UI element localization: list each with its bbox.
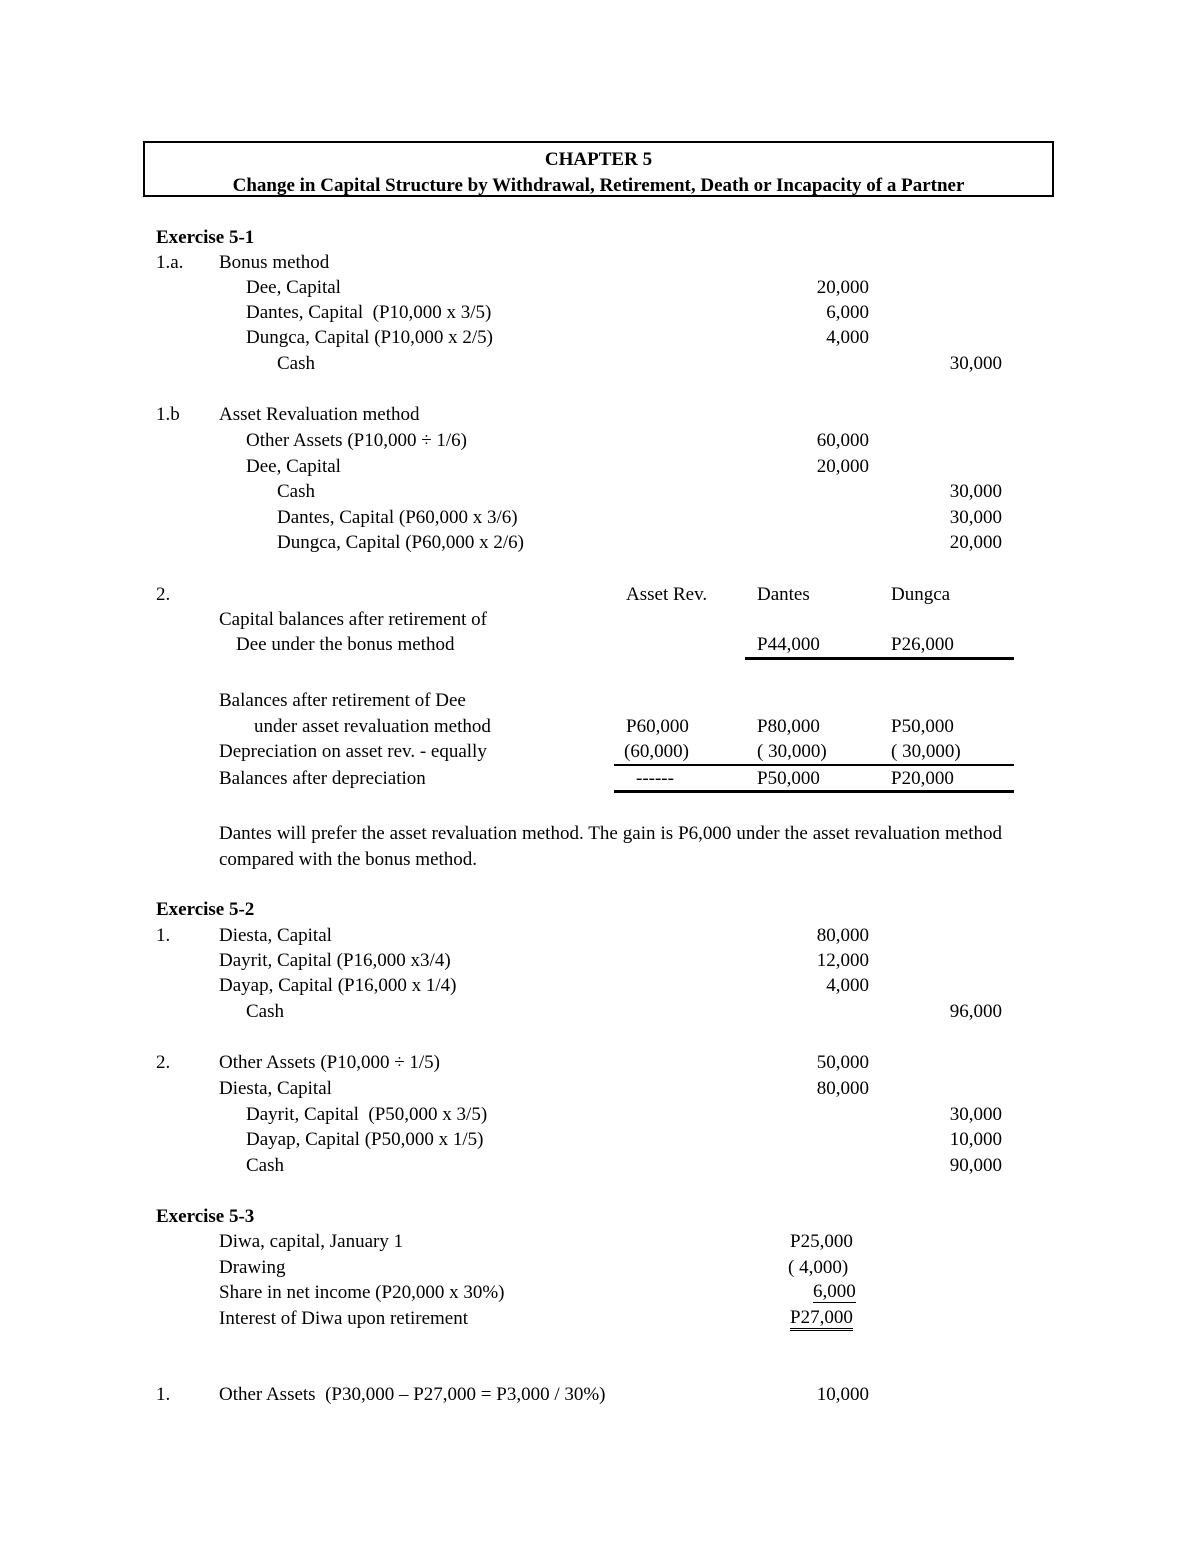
interest-line-text: Drawing <box>219 1257 286 1278</box>
entry-line-text: Other Assets (P10,000 ÷ 1/5) <box>219 1052 441 1073</box>
entry-line-text: Diesta, Capital <box>219 925 332 946</box>
entry-line-text: Cash <box>246 1001 284 1022</box>
entry-line-text: Dayap, Capital (P50,000 x 1/5) <box>246 1129 484 1150</box>
exercise-5-3-heading: Exercise 5-3 <box>156 1206 255 1227</box>
entry-debit: 20,000 <box>816 277 869 298</box>
entry-line-text: Diesta, Capital <box>219 1078 332 1099</box>
entry-credit: 30,000 <box>949 1104 1002 1125</box>
entry-credit: 30,000 <box>949 507 1002 528</box>
interest-line-text: Diwa, capital, January 1 <box>219 1231 404 1252</box>
interest-line-value: P25,000 <box>790 1231 853 1252</box>
part-1a-label: Bonus method <box>219 252 330 273</box>
after-depreciation-label: Balances after depreciation <box>219 768 426 789</box>
part-1a-number: 1.a. <box>156 252 184 273</box>
entry-line-text: Cash <box>277 481 315 502</box>
depreciation-dungca-value: ( 30,000) <box>891 741 961 762</box>
reval-balance-label: Balances after retirement of Dee <box>219 690 466 711</box>
depreciation-subtotal-rule <box>614 764 1014 766</box>
interest-total-value: P27,000 <box>790 1308 853 1331</box>
entry-debit: 6,000 <box>826 302 869 323</box>
ex3-part-1-number: 1. <box>156 1384 171 1405</box>
reval-asset-value: P60,000 <box>626 716 689 737</box>
after-total-rule <box>614 790 1014 793</box>
entry-line-text: Dungca, Capital (P60,000 x 2/6) <box>277 532 524 553</box>
depreciation-asset-value: (60,000) <box>624 741 689 762</box>
entry-line-text: Other Assets (P30,000 – P27,000 = P3,000 / 30%) <box>219 1384 606 1405</box>
entry-line-text: Other Assets (P10,000 ÷ 1/6) <box>246 430 468 451</box>
entry-credit: 30,000 <box>949 481 1002 502</box>
bonus-total-rule <box>745 657 1014 660</box>
chapter-number: CHAPTER 5 <box>544 149 653 170</box>
exercise-5-1-heading: Exercise 5-1 <box>156 227 255 248</box>
part-1b-number: 1.b <box>156 404 180 425</box>
entry-debit: 20,000 <box>816 456 869 477</box>
entry-line-text: Dantes, Capital (P10,000 x 3/5) <box>246 302 492 323</box>
reval-balance-label-cont: under asset revaluation method <box>254 716 491 737</box>
reval-dungca-value: P50,000 <box>891 716 954 737</box>
entry-line-text: Dee, Capital <box>246 456 341 477</box>
bonus-dantes-value: P44,000 <box>757 634 820 655</box>
entry-credit: 96,000 <box>949 1001 1002 1022</box>
depreciation-dantes-value: ( 30,000) <box>757 741 827 762</box>
entry-credit: 10,000 <box>949 1129 1002 1150</box>
depreciation-label: Depreciation on asset rev. - equally <box>219 741 487 762</box>
entry-debit: 4,000 <box>826 975 869 996</box>
reval-dantes-value: P80,000 <box>757 716 820 737</box>
part-1b-label: Asset Revaluation method <box>219 404 420 425</box>
entry-line-text: Dayrit, Capital (P16,000 x3/4) <box>219 950 451 971</box>
entry-debit: 50,000 <box>816 1052 869 1073</box>
chapter-title: Change in Capital Structure by Withdrawal, Retirement, Death or Incapacity of a Partner <box>232 175 965 196</box>
ex2-part-1-number: 1. <box>156 925 171 946</box>
entry-line-text: Dayap, Capital (P16,000 x 1/4) <box>219 975 457 996</box>
exercise-5-2-heading: Exercise 5-2 <box>156 899 255 920</box>
bonus-dungca-value: P26,000 <box>891 634 954 655</box>
interest-line-value: 6,000 <box>813 1281 856 1302</box>
column-header-dungca: Dungca <box>891 584 951 605</box>
entry-debit: 60,000 <box>816 430 869 451</box>
entry-credit: 20,000 <box>949 532 1002 553</box>
entry-line-text: Cash <box>246 1155 284 1176</box>
chapter-header-box <box>143 141 1054 197</box>
interest-line-text: Interest of Diwa upon retirement <box>219 1308 469 1329</box>
column-header-dantes: Dantes <box>757 584 810 605</box>
bonus-balance-label: Capital balances after retirement of <box>219 609 487 630</box>
entry-credit: 90,000 <box>949 1155 1002 1176</box>
entry-credit: 30,000 <box>949 353 1002 374</box>
after-asset-value: ------ <box>636 768 674 789</box>
conclusion-paragraph: Dantes will prefer the asset revaluation method. The gain is P6,000 under the asset revaluation method compared with the bonus method. <box>219 823 1002 870</box>
entry-line-text: Dayrit, Capital (P50,000 x 3/5) <box>246 1104 488 1125</box>
after-dantes-value: P50,000 <box>757 768 820 789</box>
entry-line-text: Dantes, Capital (P60,000 x 3/6) <box>277 507 518 528</box>
entry-debit: 12,000 <box>816 950 869 971</box>
entry-line-text: Dee, Capital <box>246 277 341 298</box>
entry-line-text: Dungca, Capital (P10,000 x 2/5) <box>246 327 493 348</box>
entry-debit: 80,000 <box>816 925 869 946</box>
bonus-balance-label-cont: Dee under the bonus method <box>236 634 455 655</box>
entry-debit: 10,000 <box>816 1384 869 1405</box>
after-dungca-value: P20,000 <box>891 768 954 789</box>
ex2-part-2-number: 2. <box>156 1052 171 1073</box>
interest-line-text: Share in net income (P20,000 x 30%) <box>219 1282 505 1303</box>
entry-debit: 80,000 <box>816 1078 869 1099</box>
interest-line-value: ( 4,000) <box>788 1257 849 1278</box>
column-header-asset-rev: Asset Rev. <box>626 584 708 605</box>
part-2-number: 2. <box>156 584 171 605</box>
entry-debit: 4,000 <box>826 327 869 348</box>
entry-line-text: Cash <box>277 353 315 374</box>
